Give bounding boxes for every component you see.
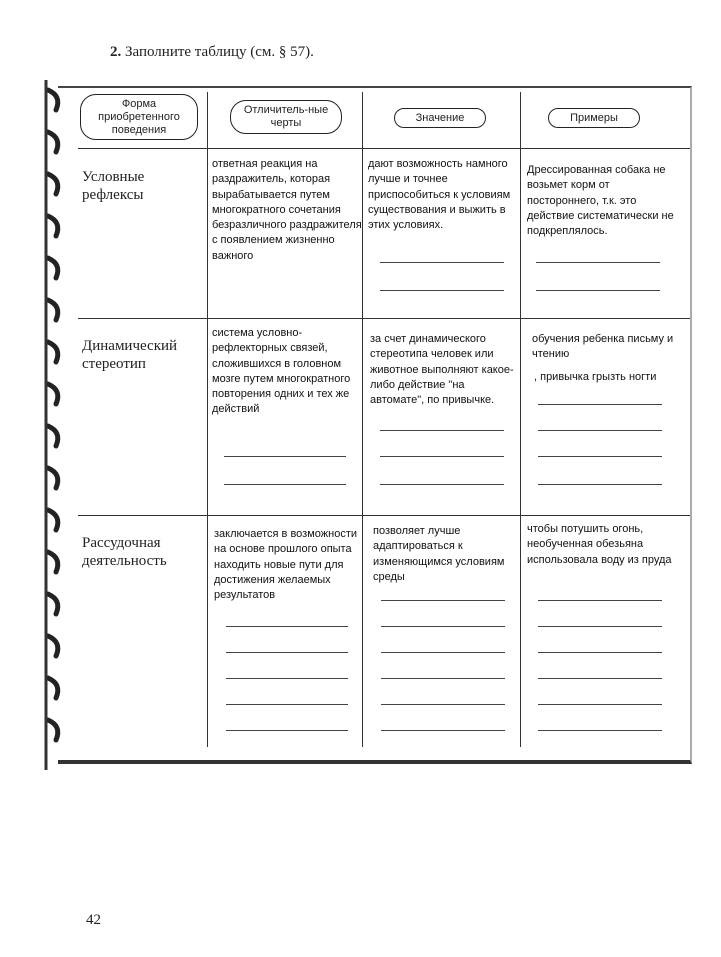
examples-cell: Дрессированная собака не возьмет корм от постороннего, т.к. это действие систематически не подкреплялось.	[527, 164, 674, 238]
answer-line	[381, 626, 505, 627]
meaning-cell: позволяет лучше адаптироваться к изменяющимся условиям среды	[373, 525, 505, 583]
header-features: Отличитель-ные черты	[230, 100, 342, 134]
answer-line	[538, 600, 662, 601]
answer-line	[381, 730, 505, 731]
header-examples: Примеры	[548, 108, 640, 128]
column-divider	[362, 92, 363, 747]
answer-line	[226, 652, 348, 653]
answer-line	[226, 678, 348, 679]
row-divider	[78, 318, 690, 319]
examples-cell: чтобы потушить огонь, необученная обезьяна использовала воду из пруда	[527, 523, 672, 566]
column-divider	[520, 92, 521, 747]
page-number: 42	[86, 912, 101, 928]
examples-cell: обучения ребенка письму и чтению	[532, 333, 674, 361]
header-meaning: Значение	[394, 108, 486, 128]
features-cell: система условно-рефлекторных связей, сложившихся в головном мозге путем многократного повторения одних и тех же действий	[212, 327, 351, 416]
task-number: 2.	[110, 44, 122, 60]
answer-line	[226, 626, 348, 627]
answer-line	[380, 290, 504, 291]
task-text: Заполните таблицу (см. § 57).	[125, 44, 314, 60]
meaning-cell: за счет динамического стереотипа человек или животное выполняют какое-либо действие "на автомате", по привычке.	[370, 333, 514, 407]
answer-line	[538, 430, 662, 431]
answer-line	[380, 456, 504, 457]
features-cell: ответная реакция на раздражитель, которая вырабатывается путем многократного сочетания безразличного раздражителя с появлением жизненно важного	[212, 158, 362, 262]
row-label: Рассудочная деятельность	[82, 535, 167, 569]
answer-line	[380, 484, 504, 485]
meaning-cell: дают возможность намного лучше и точнее приспособиться к условиям существования и выжить в этих условиях.	[368, 158, 511, 232]
answer-line	[536, 262, 660, 263]
answer-line	[536, 290, 660, 291]
answer-line	[381, 600, 505, 601]
features-cell: заключается в возможности на основе прошлого опыта находить новые пути для достижения желаемых результатов	[214, 528, 357, 602]
examples-cell-extra: , привычка грызть ногти	[534, 371, 657, 383]
answer-line	[226, 704, 348, 705]
column-divider	[207, 92, 208, 747]
answer-line	[224, 484, 346, 485]
answer-line	[538, 456, 662, 457]
answer-line	[380, 262, 504, 263]
answer-line	[381, 704, 505, 705]
answer-line	[538, 484, 662, 485]
task-title	[110, 44, 314, 61]
answer-line	[381, 678, 505, 679]
row-divider	[78, 148, 690, 149]
answer-line	[538, 404, 662, 405]
answer-line	[380, 430, 504, 431]
answer-line	[226, 730, 348, 731]
header-form: Форма приобретенного поведения	[80, 94, 198, 140]
row-label: Условные рефлексы	[82, 169, 145, 203]
answer-line	[381, 652, 505, 653]
answer-line	[538, 652, 662, 653]
answer-line	[538, 730, 662, 731]
answer-line	[538, 704, 662, 705]
row-label: Динамический стереотип	[82, 338, 178, 372]
answer-line	[538, 626, 662, 627]
answer-line	[224, 456, 346, 457]
row-divider	[78, 515, 690, 516]
answer-line	[538, 678, 662, 679]
